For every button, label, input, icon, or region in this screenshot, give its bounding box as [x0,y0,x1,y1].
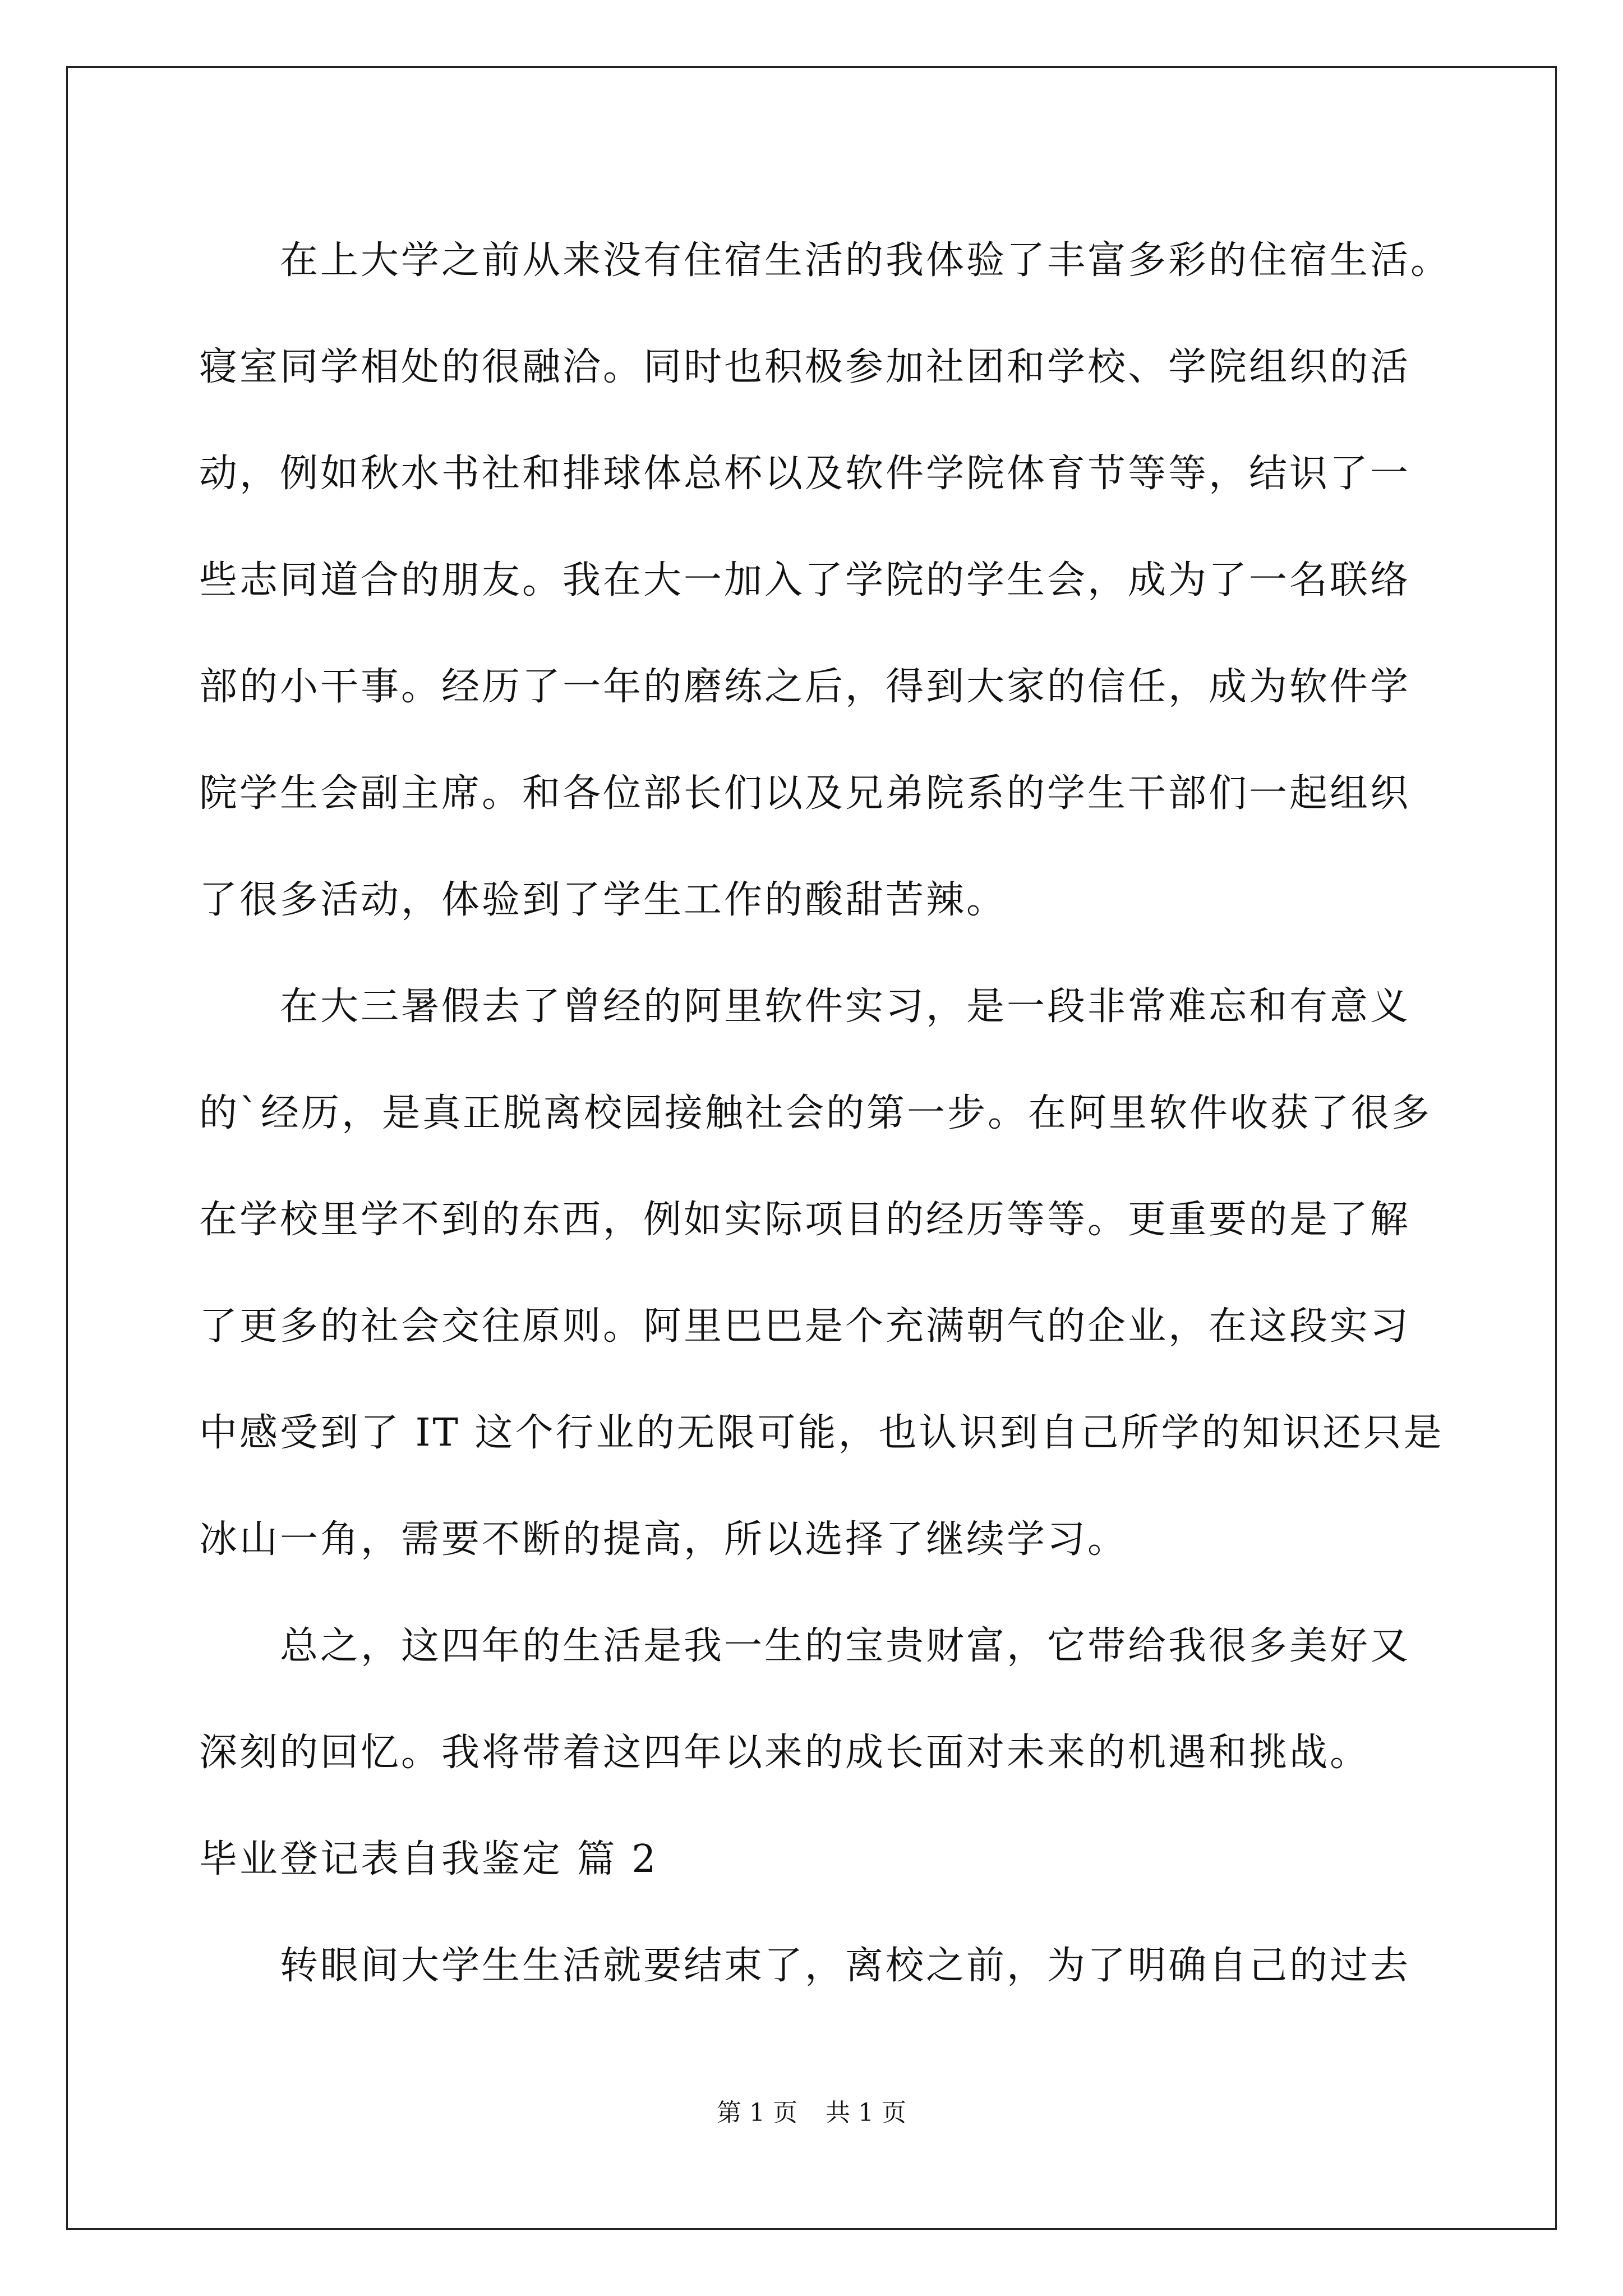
paragraph-line: 中感受到了 IT 这个行业的无限可能，也认识到自己所学的知识还只是 [199,1411,1444,1455]
page-footer [0,2092,1623,2128]
page-number-current: 第 1 页 [717,2099,797,2127]
paragraph-line: 总之，这四年的生活是我一生的宝贵财富，它带给我很多美好又 [280,1624,1411,1668]
paragraph-line: 院学生会副主席。和各位部长们以及兄弟院系的学生干部们一起组织 [199,771,1411,816]
paragraph-line: 寝室同学相处的很融洽。同时也积极参加社团和学校、学院组织的活 [199,345,1411,389]
document-body [199,208,1451,2019]
paragraph-line: 动，例如秋水书社和排球体总杯以及软件学院体育节等等，结识了一 [199,452,1411,496]
paragraph-line: 了很多活动，体验到了学生工作的酸甜苦辣。 [199,878,1007,922]
paragraph-line: 在上大学之前从来没有住宿生活的我体验了丰富多彩的住宿生活。 [280,238,1451,283]
paragraph-line: 在大三暑假去了曾经的阿里软件实习，是一段非常难忘和有意义 [280,984,1411,1029]
paragraph-line: 些志同道合的朋友。我在大一加入了学院的学生会，成为了一名联络 [199,558,1411,602]
section-heading: 毕业登记表自我鉴定 篇 2 [199,1837,658,1881]
page-number-total: 共 1 页 [826,2099,906,2127]
paragraph-line: 的`经历，是真正脱离校园接触社会的第一步。在阿里软件收获了很多 [199,1091,1432,1135]
paragraph-line: 冰山一角，需要不断的提高，所以选择了继续学习。 [199,1517,1128,1562]
paragraph-line: 了更多的社会交往原则。阿里巴巴是个充满朝气的企业，在这段实习 [199,1304,1411,1349]
paragraph-line: 转眼间大学生生活就要结束了，离校之前，为了明确自己的过去 [280,1944,1411,1988]
paragraph-line: 部的小干事。经历了一年的磨练之后，得到大家的信任，成为软件学 [199,665,1411,709]
paragraph-line: 深刻的回忆。我将带着这四年以来的成长面对未来的机遇和挑战。 [199,1731,1371,1775]
paragraph-line: 在学校里学不到的东西，例如实际项目的经历等等。更重要的是了解 [199,1198,1411,1242]
